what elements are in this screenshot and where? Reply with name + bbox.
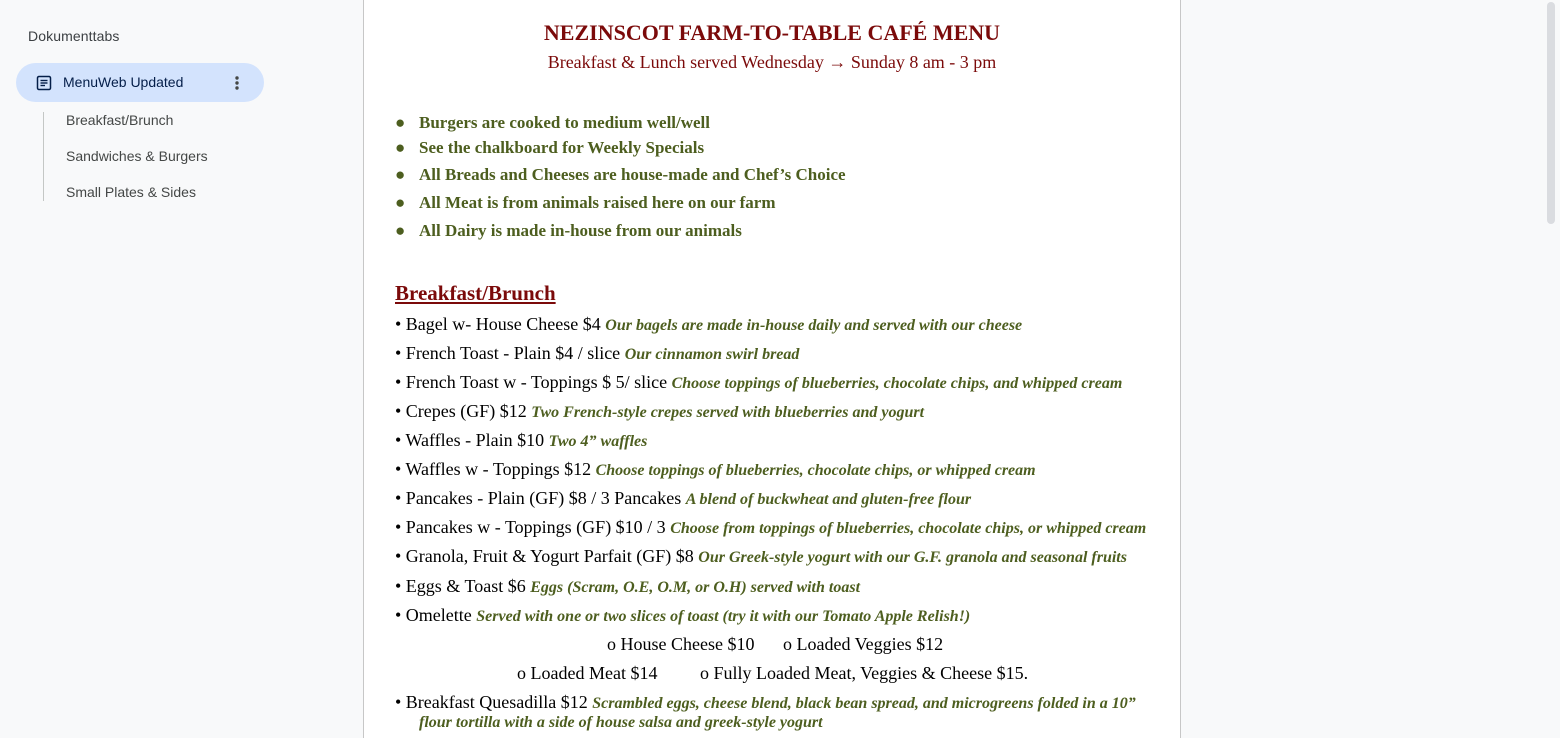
item-description: Our cinnamon swirl bread [624,346,800,363]
outline-item-breakfast-brunch[interactable]: Breakfast/Brunch [66,112,174,128]
note-item [395,193,776,213]
item-description: A blend of buckwheat and gluten-free flour [685,491,972,508]
item-description: Two 4” waffles [548,433,648,450]
item-description-continued: flour tortilla with a side of house salsa and greek-style yogurt [419,714,823,731]
bullet-icon: ● [395,165,406,184]
note-text: All Meat is from animals raised here on our farm [419,193,776,212]
item-description: Choose from toppings of blueberries, chocolate chips, or whipped cream [670,520,1147,537]
note-item [395,165,846,185]
omelette-option: o Loaded Meat $14 [517,663,658,683]
item-description: Scrambled eggs, cheese blend, black bean spread, and microgreens folded in a 10” [592,695,1136,712]
item-name: • Crepes (GF) $12 [395,401,527,421]
item-description: Eggs (Scram, O.E, O.M, or O.H) served with toast [530,579,861,596]
note-item [395,138,704,158]
sidebar-heading: Dokumenttabs [28,28,120,44]
item-description: Our Greek-style yogurt with our G.F. granola and seasonal fruits [698,549,1127,566]
document-tabs-sidebar [0,0,363,732]
omelette-option: o Fully Loaded Meat, Veggies & Cheese $15. [700,663,1029,683]
menu-item [395,314,1022,335]
menu-item [395,372,1122,393]
more-vert-icon[interactable] [230,73,244,93]
menu-item [395,605,970,626]
document-icon [36,75,52,91]
document-page[interactable] [363,0,1181,738]
bullet-icon: ● [395,138,406,157]
omelette-option: o House Cheese $10 [607,634,755,654]
note-text: See the chalkboard for Weekly Specials [419,138,705,157]
item-description: Choose toppings of blueberries, chocolate chips, and whipped cream [671,375,1123,392]
item-name: • French Toast - Plain $4 / slice [395,343,621,363]
item-name: • Breakfast Quesadilla $12 [395,692,588,712]
bullet-icon: ● [395,221,406,240]
tab-menuweb-updated[interactable] [16,63,264,102]
item-name: • Bagel w- House Cheese $4 [395,314,601,334]
item-name: • Omelette [395,605,472,625]
omelette-option: o Loaded Veggies $12 [783,634,944,654]
note-text: Burgers are cooked to medium well/well [419,113,711,132]
item-name: • Granola, Fruit & Yogurt Parfait (GF) $8 [395,546,694,566]
menu-item [395,546,1127,567]
item-description: Two French-style crepes served with blueberries and yogurt [531,404,925,421]
menu-title: NEZINSCOT FARM-TO-TABLE CAFÉ MENU [543,20,1001,45]
note-text: All Dairy is made in-house from our animals [419,221,742,240]
note-item [395,221,742,241]
menu-item [395,576,860,597]
outline-item-sandwiches-burgers[interactable]: Sandwiches & Burgers [66,148,208,164]
item-name: • Waffles - Plain $10 [395,430,545,450]
bullet-icon: ● [395,113,406,132]
tab-label: MenuWeb Updated [63,74,184,90]
section-title-breakfast-brunch: Breakfast/Brunch [395,281,556,305]
item-description: Choose toppings of blueberries, chocolate chips, or whipped cream [595,462,1036,479]
outline-item-small-plates-sides[interactable]: Small Plates & Sides [66,184,196,200]
item-name: • French Toast w - Toppings $ 5/ slice [395,372,668,392]
note-text: All Breads and Cheeses are house-made and Chef’s Choice [419,165,846,184]
item-name: • Pancakes - Plain (GF) $8 / 3 Pancakes [395,488,682,508]
note-item [395,113,710,133]
menu-item [395,488,971,509]
menu-item [395,459,1036,480]
item-name: • Waffles w - Toppings $12 [395,459,592,479]
menu-item [395,401,924,422]
menu-item [395,517,1146,538]
menu-item [395,343,799,364]
menu-item [395,430,647,451]
menu-item-quesadilla [395,692,1136,713]
outline-divider [43,112,44,201]
item-description: Served with one or two slices of toast (try it with our Tomato Apple Relish!) [476,608,971,625]
scrollbar-thumb[interactable] [1547,2,1555,224]
item-name: • Pancakes w - Toppings (GF) $10 / 3 [395,517,666,537]
item-description: Our bagels are made in-house daily and served with our cheese [605,317,1023,334]
item-name: • Eggs & Toast $6 [395,576,526,596]
bullet-icon: ● [395,193,406,212]
menu-subtitle: Breakfast & Lunch served Wednesday → Sunday 8 am - 3 pm [547,52,997,72]
